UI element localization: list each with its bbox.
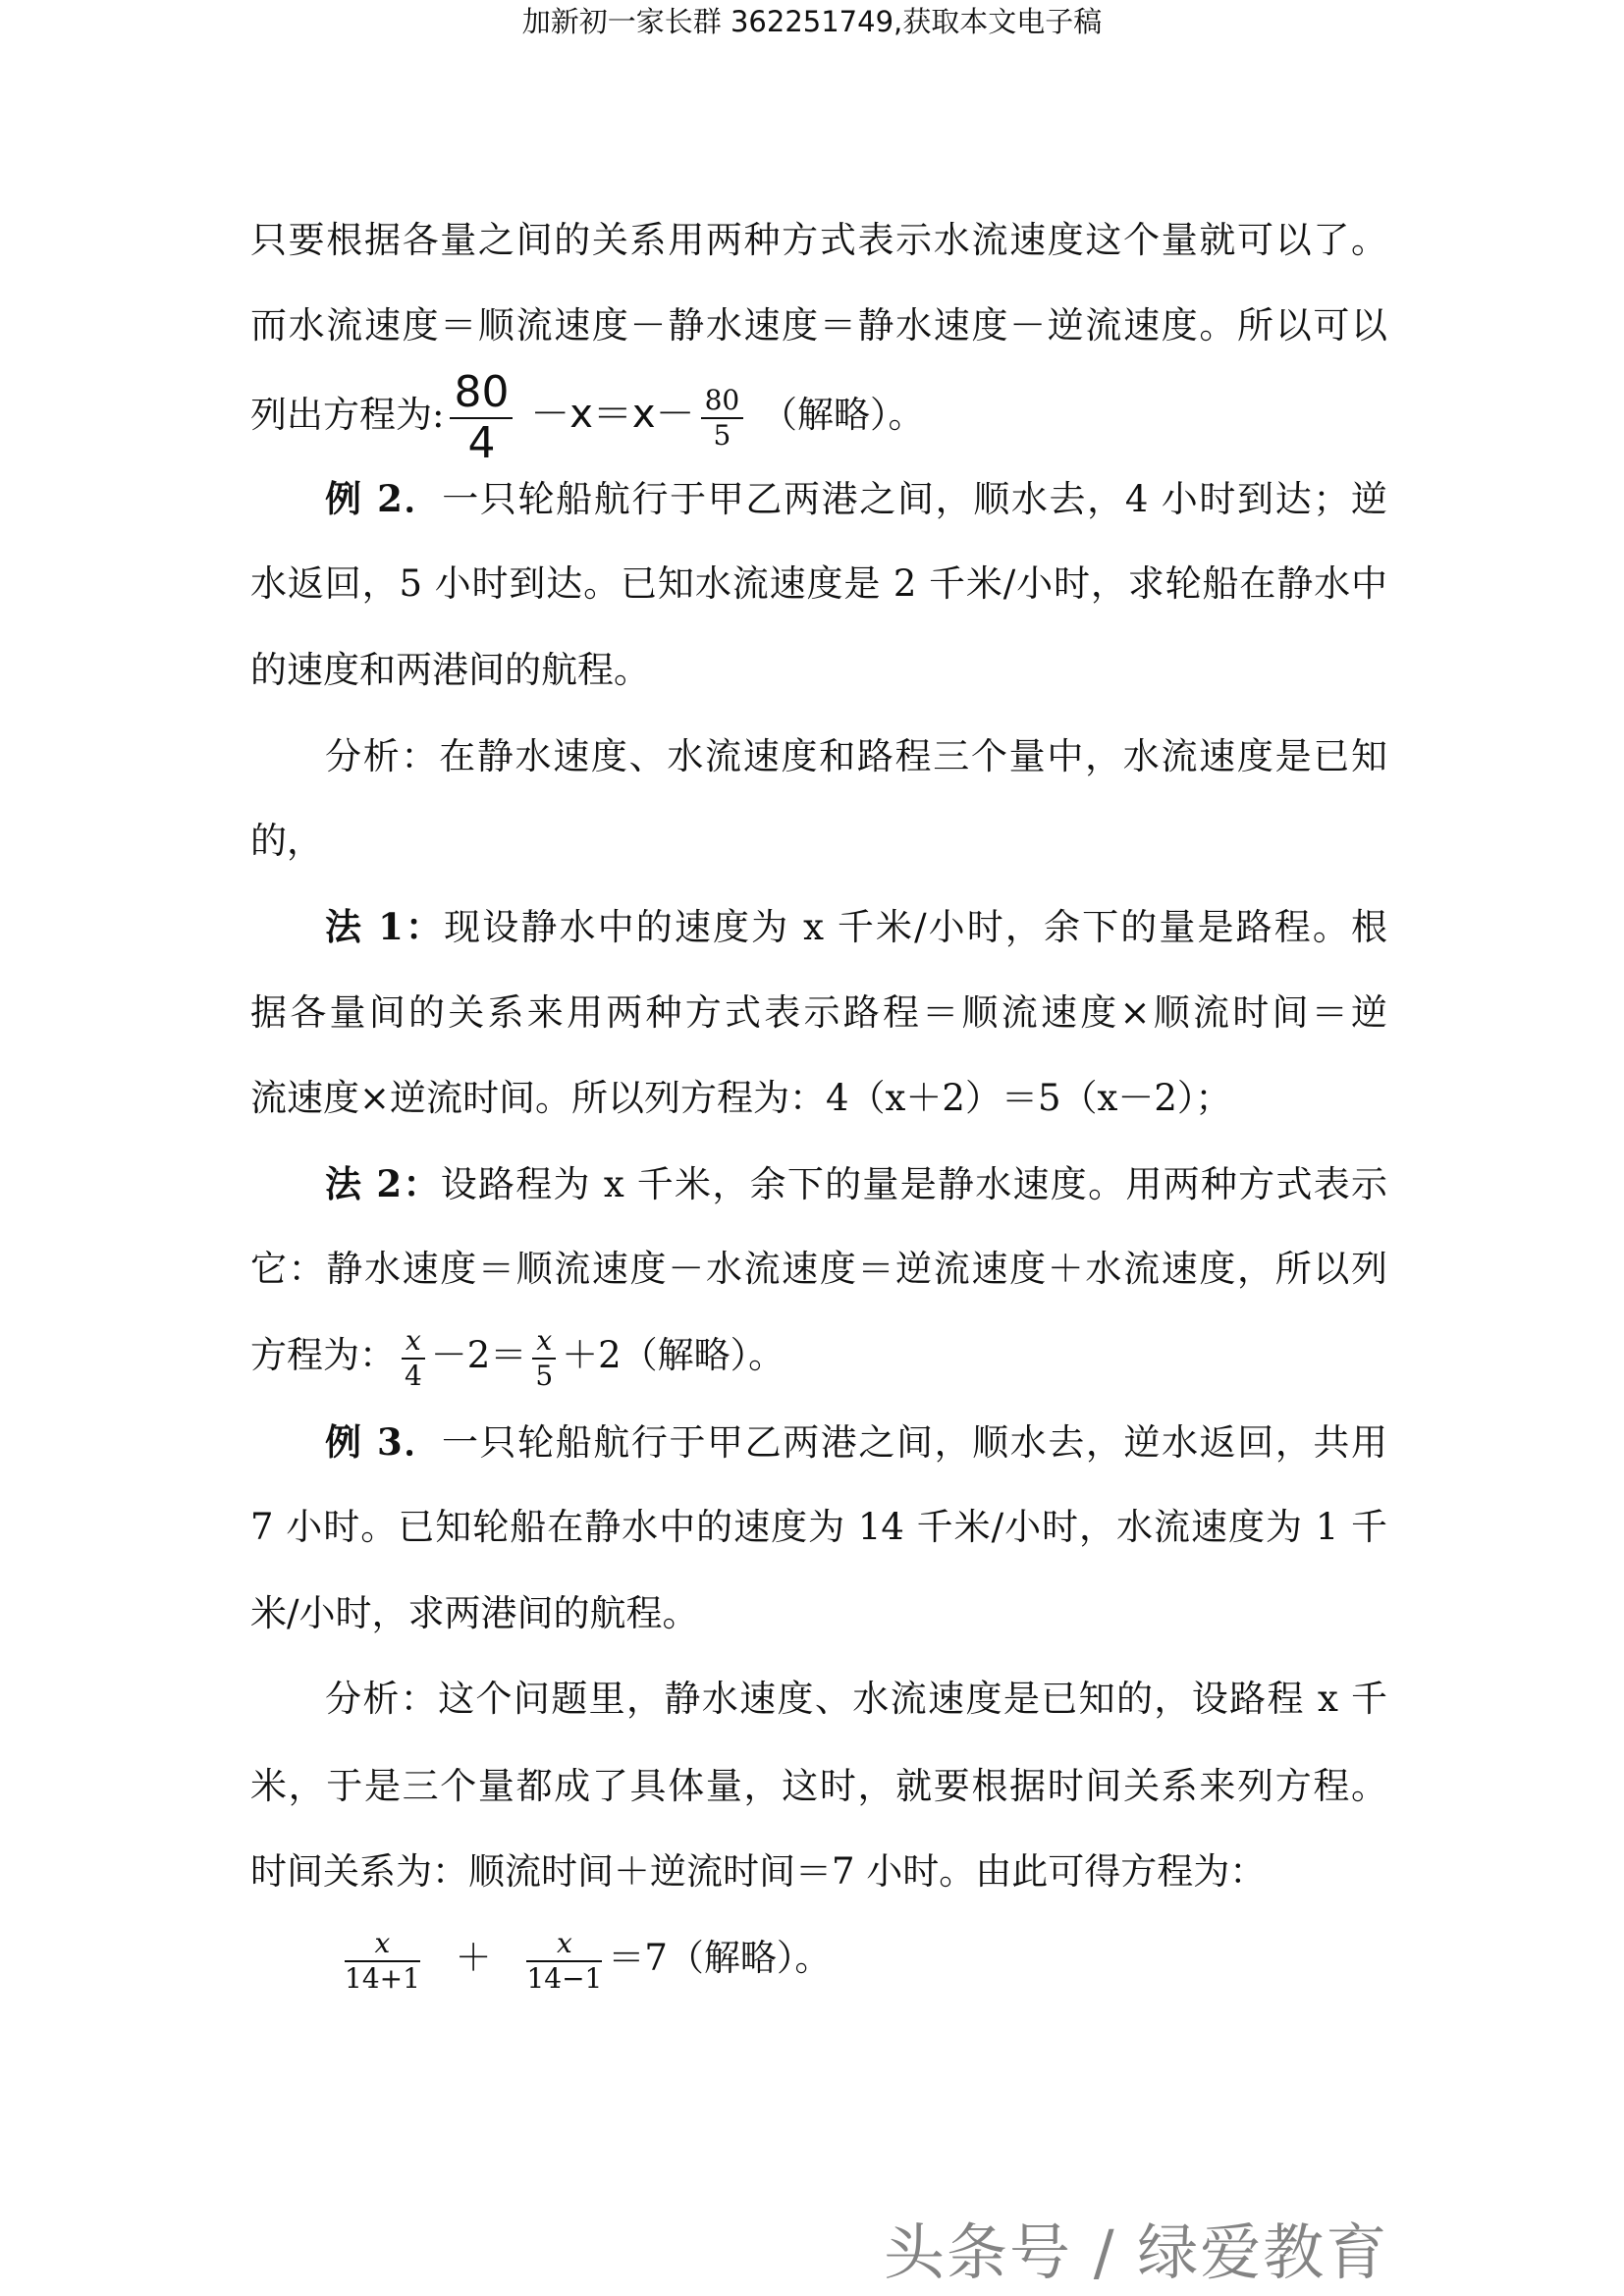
text-line: 7 小时。已知轮船在静水中的速度为 14 千米/小时，水流速度为 1 千 bbox=[250, 1506, 1387, 1548]
denominator: 5 bbox=[535, 1359, 554, 1392]
numerator: x bbox=[345, 1927, 420, 1962]
method-label: 法 1： bbox=[325, 905, 445, 948]
fraction bbox=[701, 384, 744, 453]
text: －2＝ bbox=[430, 1334, 527, 1376]
numerator: 80 bbox=[450, 368, 513, 419]
text-line: 米/小时，求两港间的航程。 bbox=[250, 1592, 699, 1634]
example-2-line bbox=[325, 475, 1387, 523]
fraction bbox=[532, 1324, 556, 1393]
fraction bbox=[402, 1324, 425, 1393]
text-line: 分析：这个问题里，静水速度、水流速度是已知的，设路程 x 千 bbox=[325, 1678, 1387, 1720]
denominator: 14+1 bbox=[345, 1961, 420, 1995]
text-line: 只要根据各量之间的关系用两种方式表示水流速度这个量就可以了。 bbox=[250, 219, 1387, 261]
text-line: 米，于是三个量都成了具体量，这时，就要根据时间关系来列方程。 bbox=[250, 1765, 1387, 1807]
denominator: 4 bbox=[404, 1359, 422, 1392]
fraction bbox=[526, 1927, 602, 1996]
numerator: 80 bbox=[701, 384, 744, 419]
example-3-line bbox=[325, 1418, 1387, 1467]
equation-line bbox=[339, 1919, 1476, 1998]
numerator: x bbox=[402, 1324, 425, 1360]
text: 方程为： bbox=[250, 1334, 396, 1376]
text: －x＝x－ bbox=[530, 392, 695, 437]
text: 设路程为 x 千米，余下的量是静水速度。用两种方式表示 bbox=[440, 1163, 1387, 1205]
watermark: 头条号 / 绿爱教育 bbox=[884, 2216, 1389, 2288]
denominator: 14−1 bbox=[526, 1961, 603, 1995]
text: 一只轮船航行于甲乙两港之间，顺水去，逆水返回，共用 bbox=[441, 1421, 1387, 1464]
text-line: 而水流速度＝顺流速度－静水速度＝静水速度－逆流速度。所以可以 bbox=[250, 304, 1387, 347]
text-line: 时间关系为：顺流时间＋逆流时间＝7 小时。由此可得方程为： bbox=[250, 1850, 1267, 1893]
fraction bbox=[450, 368, 513, 468]
method-2-line bbox=[325, 1160, 1387, 1208]
text: 现设静水中的速度为 x 千米/小时，余下的量是路程。根 bbox=[444, 906, 1387, 948]
text: 一只轮船航行于甲乙两港之间，顺水去，4 小时到达；逆 bbox=[442, 478, 1387, 520]
denominator: 5 bbox=[713, 418, 731, 452]
method-label: 法 2： bbox=[325, 1162, 441, 1205]
text: ＋ bbox=[455, 1937, 492, 1979]
text-line: 的速度和两港间的航程。 bbox=[250, 649, 650, 691]
method-1-line bbox=[325, 903, 1387, 951]
page-header-note: 加新初一家长群 362251749,获取本文电子稿 bbox=[521, 5, 1103, 38]
text: 列出方程为: bbox=[250, 394, 445, 436]
text-line: 它：静水速度＝顺流速度－水流速度＝逆流速度＋水流速度，所以列 bbox=[250, 1248, 1387, 1290]
text-line: 的， bbox=[250, 820, 323, 862]
fraction bbox=[345, 1927, 420, 1996]
text: ＝7（解略）。 bbox=[608, 1937, 832, 1979]
example-label: 例 2． bbox=[325, 477, 443, 520]
text-line: 分析：在静水速度、水流速度和路程三个量中，水流速度是已知 bbox=[325, 735, 1387, 777]
text-line: 据各量间的关系来用两种方式表示路程＝顺流速度×顺流时间＝逆 bbox=[250, 991, 1387, 1034]
text-line: 水返回，5 小时到达。已知水流速度是 2 千米/小时，求轮船在静水中 bbox=[250, 562, 1387, 605]
text-line: 流速度×逆流时间。所以列方程为：4（x＋2）＝5（x－2）； bbox=[250, 1077, 1232, 1119]
text: ＋2（解略）。 bbox=[562, 1334, 785, 1376]
numerator: x bbox=[526, 1927, 602, 1962]
numerator: x bbox=[532, 1324, 556, 1360]
equation-line bbox=[250, 365, 1387, 468]
example-label: 例 3． bbox=[325, 1420, 442, 1464]
denominator: 4 bbox=[467, 417, 496, 468]
equation-line bbox=[250, 1321, 1387, 1393]
text: （解略）。 bbox=[760, 394, 925, 436]
